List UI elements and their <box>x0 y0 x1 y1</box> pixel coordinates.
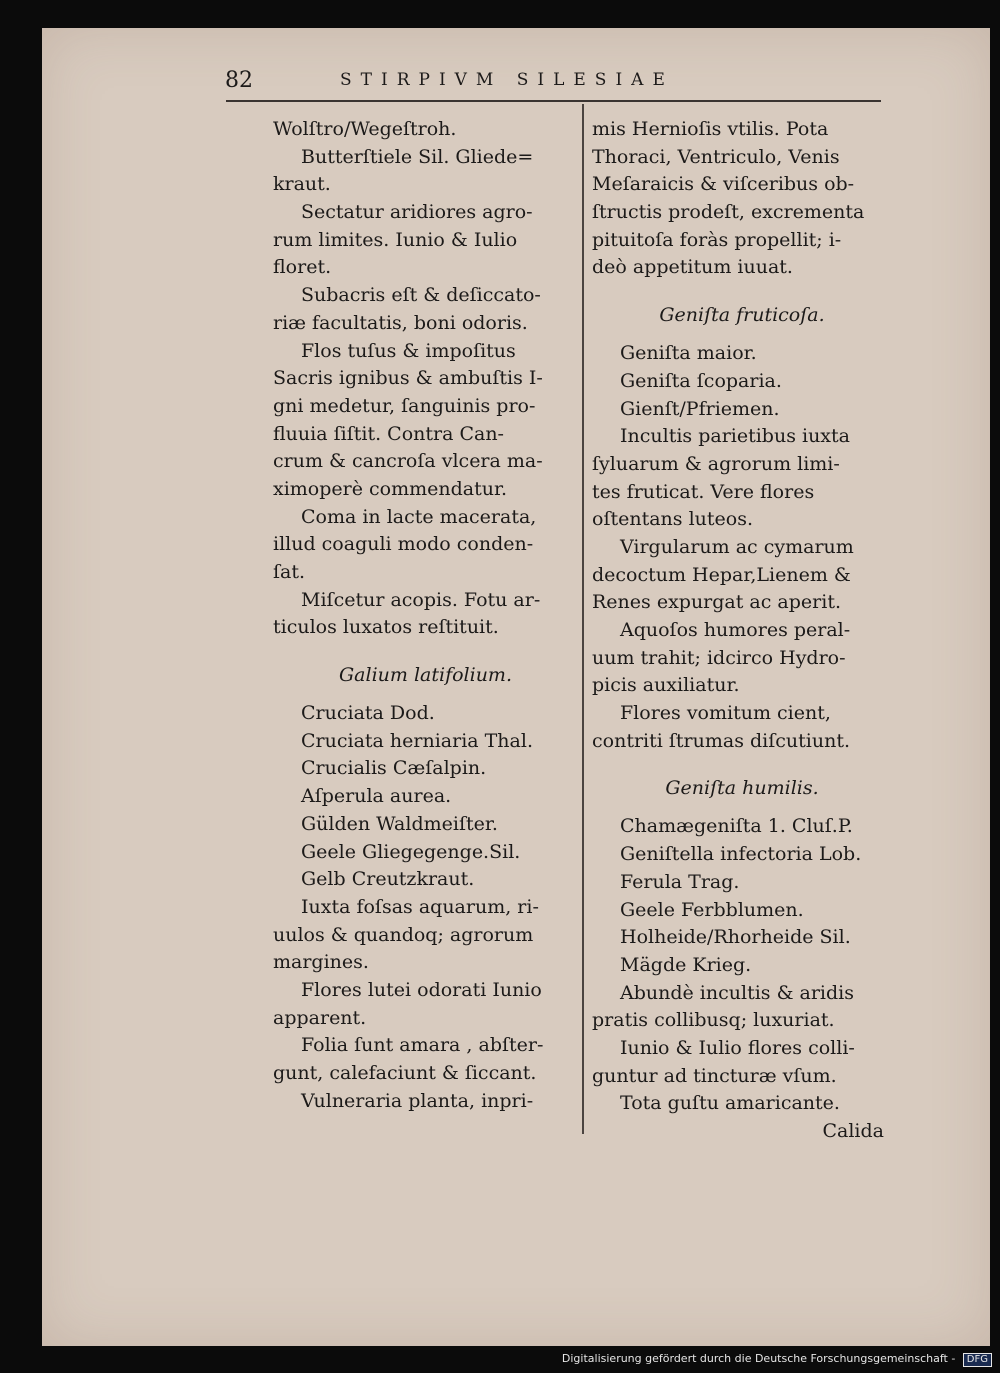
text-line: Holheide/Rhorheide Sil. <box>620 926 851 949</box>
text-line: Aſperula aurea. <box>301 785 452 808</box>
text-line: Geniſta ſcoparia. <box>620 369 782 392</box>
text-line: Aquoſos humores peral- <box>620 619 851 641</box>
page-number: 82 <box>225 68 253 93</box>
page-header <box>225 68 895 98</box>
text-line: Tota guſtu amaricante. <box>620 1092 840 1115</box>
text-line: Wolſtro/Wegeſtroh. <box>273 118 457 140</box>
right-column <box>592 116 892 1146</box>
text-line: gunt, calefaciunt & ſiccant. <box>273 1062 537 1084</box>
text-line: gni medetur, ſanguinis pro- <box>273 394 536 417</box>
text-line: Iuxta foſsas aquarum, ri- <box>301 895 539 918</box>
left-column <box>273 116 578 1115</box>
text-line: crum & cancroſa vlcera ma- <box>273 450 543 473</box>
text-line: Geniſtella infectoria Lob. <box>620 843 862 866</box>
text-line: Mägde Krieg. <box>620 953 752 976</box>
text-line: picis auxiliatur. <box>592 674 740 697</box>
text-line: Thoraci, Ventriculo, Venis <box>592 145 840 168</box>
section-heading: Galium latifolium. <box>339 664 512 687</box>
text-line: pratis collibusq; luxuriat. <box>592 1009 835 1032</box>
text-line: Meſaraicis & viſceribus ob- <box>592 173 855 196</box>
text-line: ſtructis prodeſt, excrementa <box>592 201 865 224</box>
text-line: ticulos luxatos reſtituit. <box>273 616 499 639</box>
text-line: Geele Ferbblumen. <box>620 898 804 921</box>
text-line: rum limites. Iunio & Iulio <box>273 228 518 251</box>
section-heading: Geniſta humilis. <box>665 777 819 800</box>
text-line: Coma in lacte macerata, <box>301 505 537 528</box>
header-rule <box>226 100 881 102</box>
text-line: Gienſt/Pfriemen. <box>620 397 780 420</box>
text-line: apparent. <box>273 1006 367 1029</box>
digitization-credit <box>562 1352 992 1367</box>
text-line: Sectatur aridiores agro- <box>301 201 533 224</box>
text-line: riæ facultatis, boni odoris. <box>273 311 528 334</box>
text-line: ſat. <box>273 561 306 583</box>
text-line: ximoperè commendatur. <box>273 477 508 500</box>
text-line: Butterſtiele Sil. Gliede= <box>301 145 534 168</box>
text-line: decoctum Hepar,Lienem & <box>592 563 851 586</box>
text-line: Cruciata Dod. <box>301 702 435 725</box>
text-line: Flores lutei odorati Iunio <box>301 978 542 1001</box>
text-line: Chamægeniſta 1. Cluſ.P. <box>620 815 853 838</box>
text-line: Gelb Creutzkraut. <box>301 868 475 891</box>
text-line: Ferula Trag. <box>620 870 740 893</box>
text-line: deò appetitum iuuat. <box>592 256 793 279</box>
text-line: uum trahit; idcirco Hydro- <box>592 646 846 669</box>
text-line: margines. <box>273 951 369 974</box>
dfg-logo-icon: DFG <box>963 1353 992 1367</box>
text-line: Folia ſunt amara , abſter- <box>301 1034 544 1057</box>
text-line: guntur ad tincturæ vſum. <box>592 1064 837 1087</box>
section-heading: Geniſta fruticoſa. <box>659 304 825 327</box>
text-line: oſtentans luteos. <box>592 508 753 531</box>
text-line: Flos tuſus & impoſitus <box>301 339 516 362</box>
text-line: Crucialis Cæſalpin. <box>301 757 487 780</box>
text-line: ſyluarum & agrorum limi- <box>592 452 840 475</box>
text-line: Geniſta maior. <box>620 342 757 365</box>
text-line: Gülden Waldmeiſter. <box>301 812 498 835</box>
text-line: tes fruticat. Vere flores <box>592 480 815 503</box>
text-line: contriti ſtrumas diſcutiunt. <box>592 729 850 752</box>
text-line: Renes expurgat ac aperit. <box>592 591 842 614</box>
catchword: Calida <box>822 1120 884 1142</box>
text-line: Incultis parietibus iuxta <box>620 425 850 448</box>
text-line: Iunio & Iulio flores colli- <box>620 1036 855 1059</box>
text-line: Geele Gliegegenge.Sil. <box>301 840 521 863</box>
credit-text: Digitalisierung gefördert durch die Deutsche Forschungsgemeinschaft - <box>561 1352 956 1365</box>
text-line: Sacris ignibus & ambuſtis I- <box>273 367 543 390</box>
text-line: Flores vomitum cient, <box>620 702 831 725</box>
text-line: Subacris eſt & deſiccato- <box>301 284 541 307</box>
text-line: uulos & quandoq; agrorum <box>273 923 534 946</box>
text-line: Cruciata herniaria Thal. <box>301 729 533 752</box>
text-line: Vulneraria planta, inpri- <box>301 1089 534 1112</box>
column-divider <box>582 104 584 1134</box>
text-line: Miſcetur acopis. Fotu ar- <box>301 588 541 611</box>
text-line: Virgularum ac cymarum <box>620 535 854 558</box>
text-line: mis Hernioſis vtilis. Pota <box>592 118 829 140</box>
running-title: STIRPIVM SILESIAE <box>340 70 674 90</box>
text-line: floret. <box>273 256 332 279</box>
text-line: fluuia ſiſtit. Contra Can- <box>273 422 504 445</box>
text-line: kraut. <box>273 173 331 196</box>
text-line: pituitoſa foràs propellit; i- <box>592 228 842 251</box>
text-line: Abundè incultis & aridis <box>620 981 855 1004</box>
text-line: illud coaguli modo conden- <box>273 533 534 556</box>
